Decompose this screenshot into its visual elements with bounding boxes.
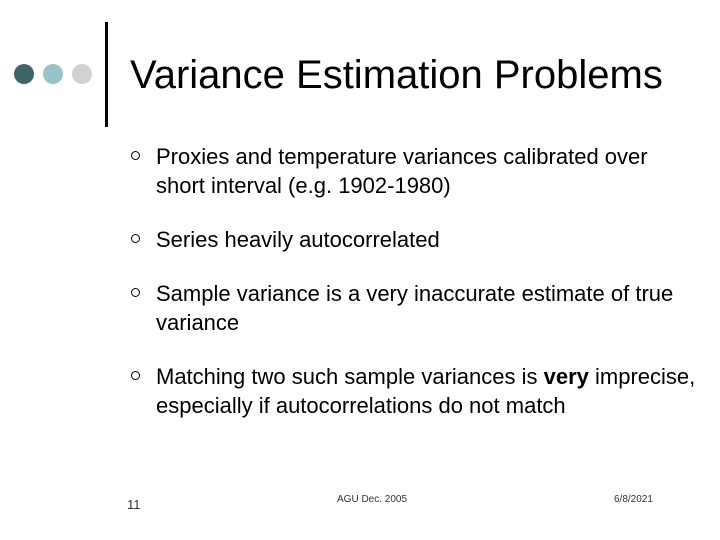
bullet-text [156,364,695,418]
bullet-item [128,225,698,254]
bullet-text-part: imprecise, especially if autocorrelations do not match [156,364,696,418]
title-divider-bar [105,22,108,127]
dot-gray [72,64,92,84]
dot-dark-teal [14,64,34,84]
footer-date: 6/8/2021 [614,494,653,505]
bullet-circle-icon [131,151,140,160]
footer-text: AGU Dec. 2005 [337,494,408,505]
bullet-text-part: Matching two such sample variances is [156,364,544,389]
bullet-item [128,362,698,420]
bullet-text: Sample variance is a very inaccurate estimate of true variance [156,281,674,335]
bullet-circle-icon [131,288,140,297]
slide-number: 11 [127,497,141,512]
bullet-circle-icon [131,234,140,243]
bullet-text-emphasis: very [543,364,589,389]
bullet-text: Proxies and temperature variances calibrated over short interval (e.g. 1902-1980) [156,144,648,198]
dot-light-teal [43,64,63,84]
bullet-item [128,142,698,200]
slide-title: Variance Estimation Problems [130,53,663,97]
decorative-dots [14,64,98,86]
bullet-list [128,142,698,420]
bullet-item [128,279,698,337]
bullet-text: Series heavily autocorrelated [156,227,440,252]
bullet-circle-icon [131,371,140,380]
